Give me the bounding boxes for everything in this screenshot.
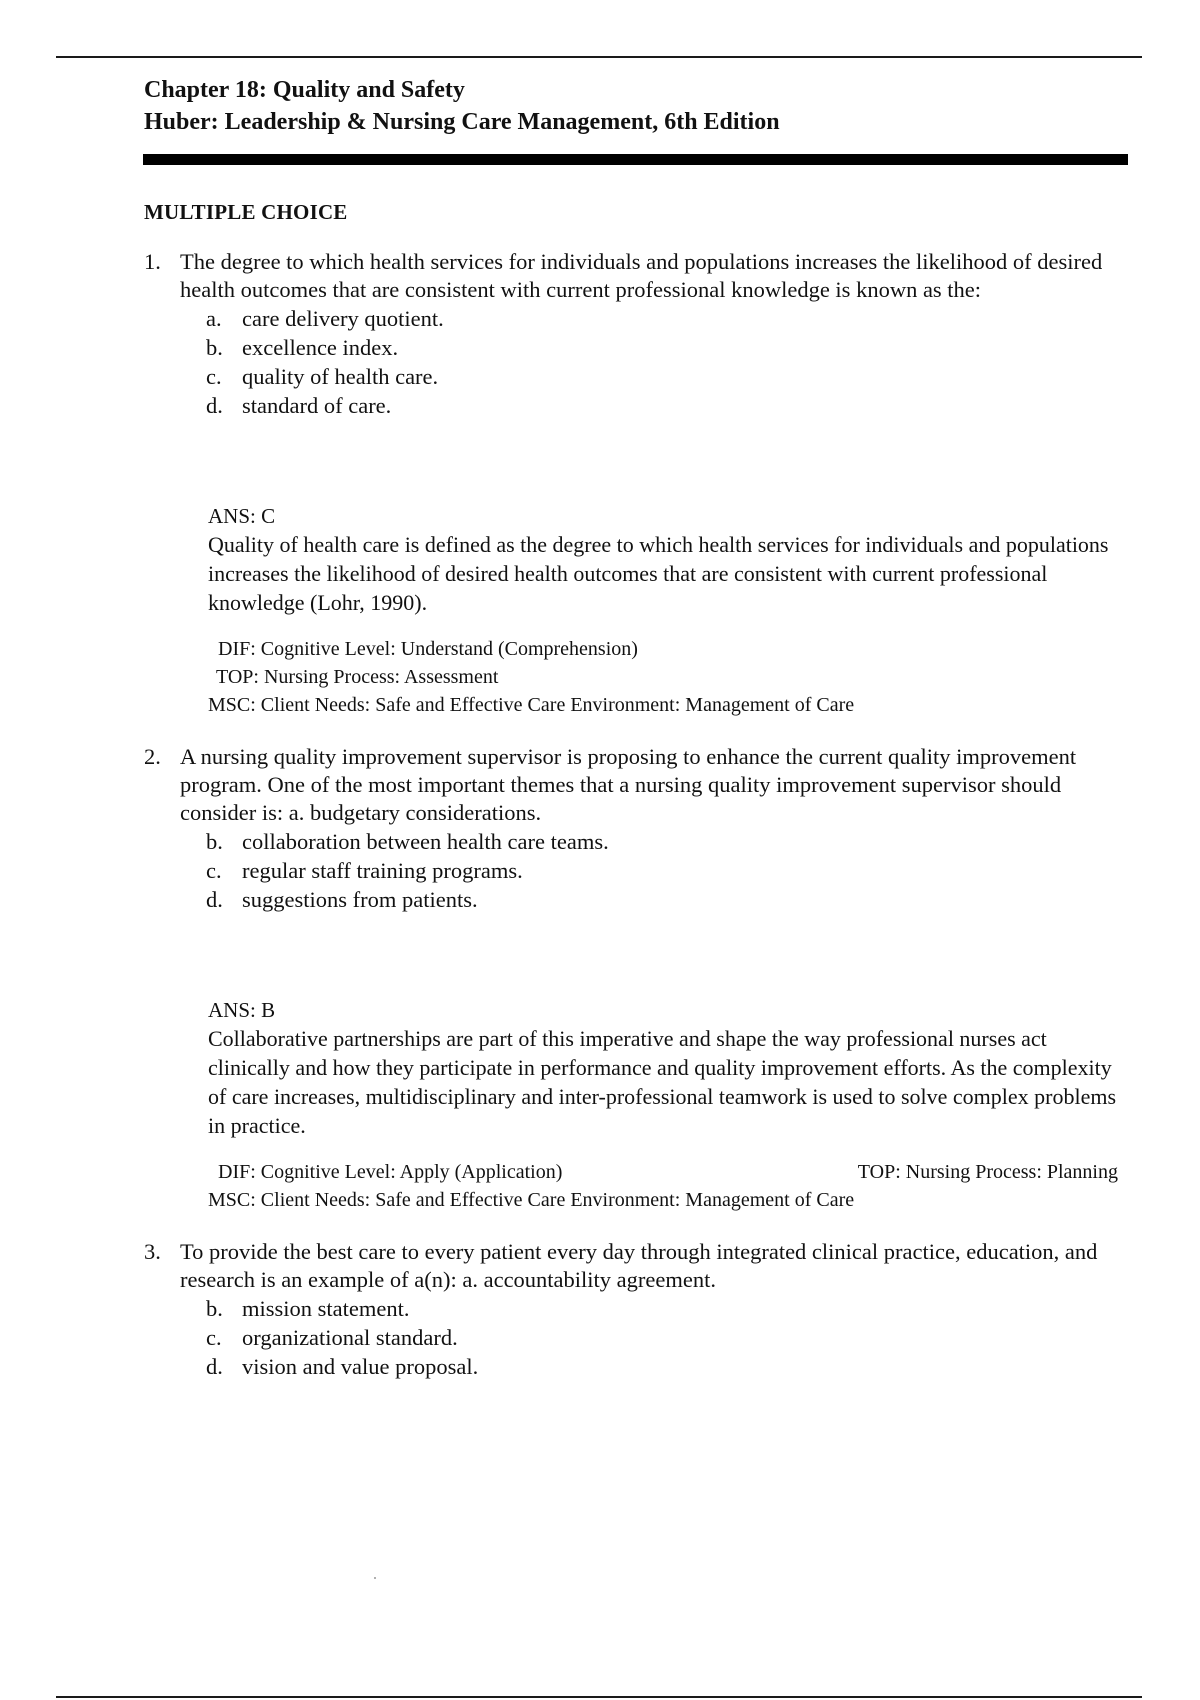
choice-letter: d. xyxy=(206,1354,223,1379)
choice-list xyxy=(144,304,1134,420)
question-number: 1. xyxy=(144,249,161,274)
answer-key: ANS: B xyxy=(208,998,276,1022)
question-text: A nursing quality improvement supervisor is proposing to enhance the current quality improvement program. One of the most important themes that a nursing quality improvement supervisor should consider is: a. budgetary considerations. xyxy=(180,744,1077,825)
choice-text: mission statement. xyxy=(242,1296,410,1321)
choice-letter: d. xyxy=(206,887,223,912)
chapter-title: Chapter 18: Quality and Safety xyxy=(144,77,465,103)
metadata-row xyxy=(208,1158,1118,1186)
choice-letter: d. xyxy=(206,393,223,418)
section-label: MULTIPLE CHOICE xyxy=(144,200,348,224)
question-1 xyxy=(144,248,1134,719)
topic-tag: TOP: Nursing Process: Assessment xyxy=(216,666,499,688)
msc-tag: MSC: Client Needs: Safe and Effective Care Environment: Management of Care xyxy=(208,1189,855,1211)
choice-text: care delivery quotient. xyxy=(242,306,444,331)
stray-mark xyxy=(374,1577,376,1579)
rationale: Quality of health care is defined as the degree to which health services for individuals and populations increases the likelihood of desired health outcomes that are consistent with current professional knowledge (Lohr, 1990). xyxy=(208,532,1109,615)
answer-block xyxy=(208,996,1134,1214)
choice-text: collaboration between health care teams. xyxy=(242,829,609,854)
question-stem xyxy=(144,743,1134,827)
header-divider-bar xyxy=(143,154,1128,165)
choice-b xyxy=(206,1294,1134,1323)
difficulty-tag: DIF: Cognitive Level: Understand (Comprehension) xyxy=(218,638,638,660)
choice-d xyxy=(206,885,1134,914)
choice-c xyxy=(206,1323,1134,1352)
document-header xyxy=(144,74,1124,138)
bottom-rule xyxy=(56,1696,1142,1698)
choice-text: regular staff training programs. xyxy=(242,858,523,883)
difficulty-tag: DIF: Cognitive Level: Apply (Application) xyxy=(218,1161,563,1183)
question-metadata xyxy=(208,1158,1134,1214)
choice-text: excellence index. xyxy=(242,335,399,360)
question-stem xyxy=(144,248,1134,304)
choice-list xyxy=(144,1294,1134,1381)
choice-text: quality of health care. xyxy=(242,364,439,389)
choice-text: organizational standard. xyxy=(242,1325,458,1350)
choice-d xyxy=(206,1352,1134,1381)
question-number: 2. xyxy=(144,744,161,769)
rationale: Collaborative partnerships are part of this imperative and shape the way professional nurses act clinically and how they participate in performance and quality improvement efforts. As the complexity of care increases, multidisciplinary and inter-professional teamwork is used to solve complex problems in practice. xyxy=(208,1026,1117,1138)
choice-letter: b. xyxy=(206,1296,223,1321)
question-stem xyxy=(144,1238,1134,1294)
choice-b xyxy=(206,333,1134,362)
choice-text: vision and value proposal. xyxy=(242,1354,479,1379)
question-number: 3. xyxy=(144,1239,161,1264)
question-text: To provide the best care to every patient every day through integrated clinical practice, education, and research is an example of a(n): a. accountability agreement. xyxy=(180,1239,1098,1292)
choice-d xyxy=(206,391,1134,420)
choice-letter: a. xyxy=(206,306,222,331)
answer-block xyxy=(208,502,1134,719)
choice-letter: b. xyxy=(206,829,223,854)
choice-c xyxy=(206,362,1134,391)
choice-letter: c. xyxy=(206,1325,222,1350)
question-text: The degree to which health services for individuals and populations increases the likelihood of desired health outcomes that are consistent with current professional knowledge is known as the: xyxy=(180,249,1103,302)
choice-list xyxy=(144,827,1134,914)
question-metadata xyxy=(208,635,1134,719)
topic-tag: TOP: Nursing Process: Planning xyxy=(857,1161,1118,1183)
choice-letter: b. xyxy=(206,335,223,360)
choice-letter: c. xyxy=(206,858,222,883)
top-rule xyxy=(56,56,1142,58)
document-body xyxy=(144,198,1134,1381)
choice-text: standard of care. xyxy=(242,393,392,418)
choice-letter: c. xyxy=(206,364,222,389)
question-2 xyxy=(144,743,1134,1214)
msc-tag: MSC: Client Needs: Safe and Effective Care Environment: Management of Care xyxy=(208,694,855,716)
choice-b xyxy=(206,827,1134,856)
choice-c xyxy=(206,856,1134,885)
book-title: Huber: Leadership & Nursing Care Management, 6th Edition xyxy=(144,109,780,135)
choice-a xyxy=(206,304,1134,333)
question-3 xyxy=(144,1238,1134,1381)
answer-key: ANS: C xyxy=(208,504,276,528)
choice-text: suggestions from patients. xyxy=(242,887,478,912)
